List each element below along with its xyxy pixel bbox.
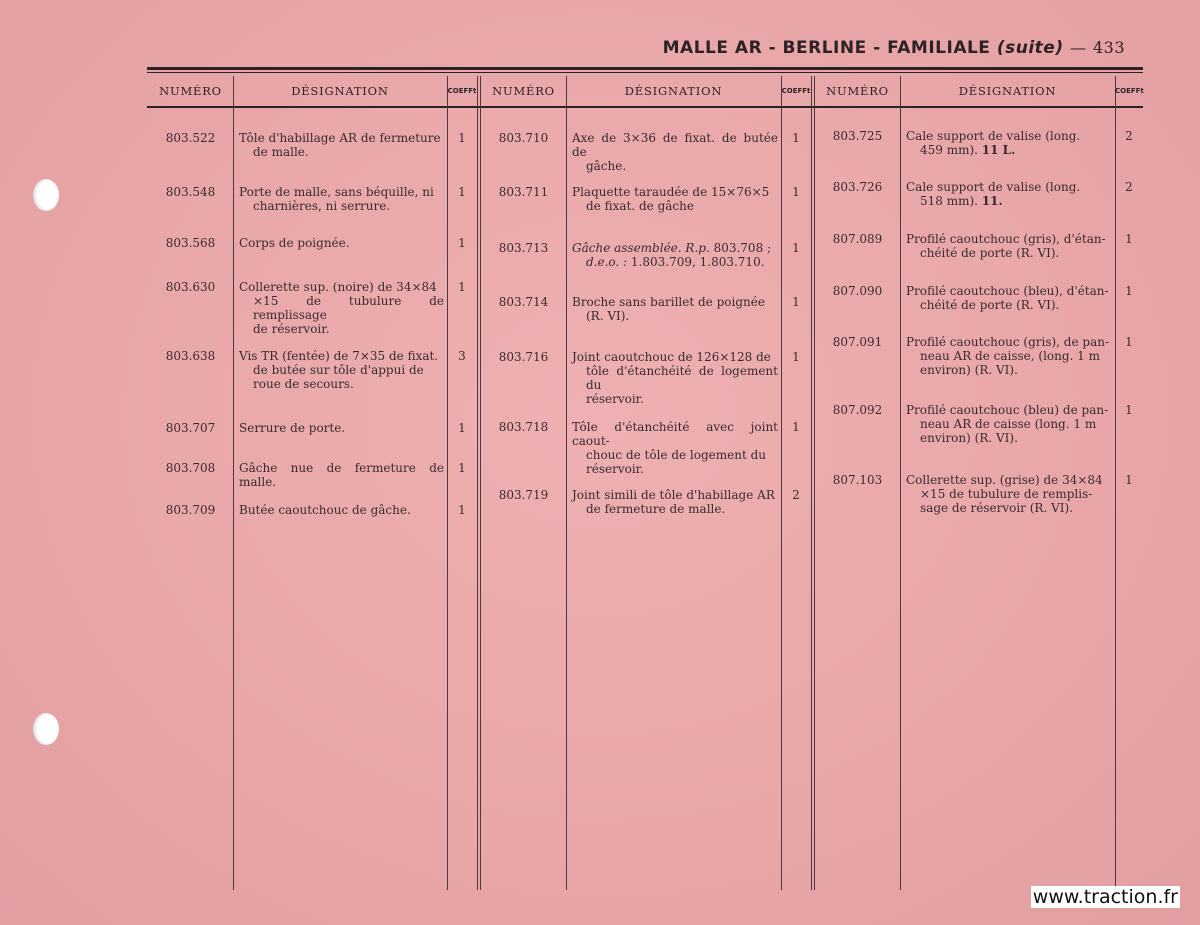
designation-line: chouc de tôle de logement du bbox=[586, 448, 767, 462]
designation-line: Plaquette taraudée de 15×76×5 bbox=[572, 185, 770, 199]
designation-line: 518 mm). 11. bbox=[920, 194, 1003, 208]
part-designation bbox=[572, 131, 778, 173]
group-divider bbox=[477, 76, 478, 890]
part-quantity: 1 bbox=[458, 421, 466, 435]
header-coeff: COEFFt bbox=[1115, 87, 1144, 95]
part-number: 803.726 bbox=[832, 180, 883, 194]
part-designation bbox=[239, 421, 444, 435]
part-number: 803.714 bbox=[498, 295, 549, 309]
part-quantity: 1 bbox=[458, 461, 466, 475]
header-designation: DÉSIGNATION bbox=[624, 84, 723, 98]
part-designation bbox=[239, 236, 444, 250]
part-designation bbox=[572, 241, 778, 269]
designation-line: de fermeture de malle. bbox=[586, 502, 726, 516]
designation-line: Corps de poignée. bbox=[239, 236, 350, 250]
part-designation bbox=[239, 503, 444, 517]
part-designation bbox=[906, 232, 1112, 260]
part-quantity: 1 bbox=[792, 131, 800, 145]
part-quantity: 1 bbox=[1125, 403, 1133, 417]
designation-line: Serrure de porte. bbox=[239, 421, 346, 435]
part-quantity: 1 bbox=[458, 503, 466, 517]
designation-line: Gâche assemblée. R.p. 803.708 ; bbox=[572, 241, 772, 255]
header-rule-top-thin bbox=[147, 72, 1143, 73]
designation-line: Tôle d'habillage AR de fermeture bbox=[239, 131, 441, 145]
part-quantity: 1 bbox=[792, 185, 800, 199]
header-numero: NUMÉRO bbox=[159, 84, 222, 98]
part-designation bbox=[572, 420, 778, 476]
designation-line: neau AR de caisse, (long. 1 m bbox=[920, 349, 1101, 363]
part-quantity: 2 bbox=[1125, 129, 1133, 143]
part-number: 803.568 bbox=[165, 236, 216, 250]
part-quantity: 1 bbox=[458, 236, 466, 250]
designation-line: Porte de malle, sans béquille, ni bbox=[239, 185, 434, 199]
designation-line: d.e.o. : 1.803.709, 1.803.710. bbox=[586, 255, 765, 269]
designation-line: Profilé caoutchouc (gris), de pan- bbox=[906, 335, 1110, 349]
page-title-dash: — bbox=[1070, 38, 1087, 57]
part-number: 803.725 bbox=[832, 129, 883, 143]
part-quantity: 1 bbox=[792, 350, 800, 364]
designation-line: neau AR de caisse (long. 1 m bbox=[920, 417, 1097, 431]
part-number: 803.707 bbox=[165, 421, 216, 435]
part-number: 803.716 bbox=[498, 350, 549, 364]
part-designation bbox=[906, 335, 1112, 377]
part-number: 807.091 bbox=[832, 335, 883, 349]
column-divider bbox=[900, 76, 901, 890]
binder-hole-top bbox=[33, 179, 59, 211]
designation-line: ×15 de tubulure de remplissage bbox=[253, 294, 444, 322]
part-number: 807.092 bbox=[832, 403, 883, 417]
part-designation bbox=[239, 349, 444, 391]
designation-line: roue de secours. bbox=[253, 377, 354, 391]
part-designation bbox=[906, 180, 1112, 208]
part-designation bbox=[906, 403, 1112, 445]
part-number: 803.548 bbox=[165, 185, 216, 199]
designation-line: de réservoir. bbox=[253, 322, 330, 336]
part-quantity: 1 bbox=[792, 295, 800, 309]
designation-line: réservoir. bbox=[586, 392, 644, 406]
part-designation bbox=[239, 185, 444, 213]
header-designation: DÉSIGNATION bbox=[958, 84, 1057, 98]
part-quantity: 2 bbox=[1125, 180, 1133, 194]
part-quantity: 1 bbox=[1125, 473, 1133, 487]
column-divider bbox=[233, 76, 234, 890]
part-designation bbox=[572, 185, 778, 213]
designation-line: environ) (R. VI). bbox=[920, 431, 1018, 445]
part-designation bbox=[906, 473, 1112, 515]
designation-line: Cale support de valise (long. bbox=[906, 180, 1081, 194]
group-divider bbox=[811, 76, 812, 890]
designation-line: environ) (R. VI). bbox=[920, 363, 1018, 377]
part-designation bbox=[906, 284, 1112, 312]
part-quantity: 1 bbox=[1125, 335, 1133, 349]
designation-line: de malle. bbox=[253, 145, 309, 159]
part-number: 807.090 bbox=[832, 284, 883, 298]
part-number: 803.708 bbox=[165, 461, 216, 475]
header-numero: NUMÉRO bbox=[492, 84, 555, 98]
part-quantity: 1 bbox=[458, 131, 466, 145]
designation-line: réservoir. bbox=[586, 462, 644, 476]
designation-line: Profilé caoutchouc (gris), d'étan- bbox=[906, 232, 1106, 246]
part-quantity: 1 bbox=[1125, 232, 1133, 246]
designation-line: Tôle d'étanchéité avec joint caout- bbox=[572, 420, 778, 448]
part-number: 807.089 bbox=[832, 232, 883, 246]
designation-line: Collerette sup. (noire) de 34×84 bbox=[239, 280, 437, 294]
designation-line: gâche. bbox=[586, 159, 627, 173]
part-quantity: 1 bbox=[792, 420, 800, 434]
header-designation: DÉSIGNATION bbox=[291, 84, 389, 98]
designation-line: Axe de 3×36 de fixat. de butée de bbox=[572, 131, 778, 159]
part-designation bbox=[239, 280, 444, 336]
designation-line: charnières, ni serrure. bbox=[253, 199, 391, 213]
designation-line: Gâche nue de fermeture de malle. bbox=[239, 461, 444, 489]
page-title: MALLE AR - BERLINE - FAMILIALE bbox=[662, 38, 991, 58]
column-divider bbox=[566, 76, 567, 890]
designation-line: de butée sur tôle d'appui de bbox=[253, 363, 424, 377]
part-quantity: 2 bbox=[792, 488, 800, 502]
header-rule-top bbox=[147, 67, 1143, 70]
part-number: 803.630 bbox=[165, 280, 216, 294]
part-number: 803.710 bbox=[498, 131, 549, 145]
designation-line: Butée caoutchouc de gâche. bbox=[239, 503, 411, 517]
designation-line: chéité de porte (R. VI). bbox=[920, 246, 1060, 260]
part-number: 803.709 bbox=[165, 503, 216, 517]
header-numero: NUMÉRO bbox=[826, 84, 889, 98]
part-number: 807.103 bbox=[832, 473, 883, 487]
part-quantity: 1 bbox=[458, 185, 466, 199]
designation-line: Profilé caoutchouc (bleu) de pan- bbox=[906, 403, 1109, 417]
designation-line: sage de réservoir (R. VI). bbox=[920, 501, 1073, 515]
page-title-suite: (suite) bbox=[996, 38, 1064, 58]
part-designation bbox=[572, 350, 778, 406]
designation-line: Vis TR (fentée) de 7×35 de fixat. bbox=[239, 349, 439, 363]
part-designation bbox=[572, 488, 778, 516]
designation-line: Collerette sup. (grise) de 34×84 bbox=[906, 473, 1103, 487]
watermark: www.traction.fr bbox=[1032, 886, 1178, 908]
designation-line: (R. VI). bbox=[586, 309, 630, 323]
header-coeff: COEFFt bbox=[781, 87, 811, 95]
designation-line: ×15 de tubulure de remplis- bbox=[920, 487, 1093, 501]
part-number: 803.718 bbox=[498, 420, 549, 434]
binder-hole-bottom bbox=[33, 713, 59, 745]
part-quantity: 3 bbox=[458, 349, 466, 363]
part-designation bbox=[572, 295, 778, 323]
designation-line: Profilé caoutchouc (bleu), d'étan- bbox=[906, 284, 1109, 298]
designation-line: 459 mm). 11 L. bbox=[920, 143, 1016, 157]
header-coeff: COEFFt bbox=[447, 87, 477, 95]
part-number: 803.713 bbox=[498, 241, 549, 255]
designation-line: chéité de porte (R. VI). bbox=[920, 298, 1060, 312]
part-number: 803.711 bbox=[498, 185, 549, 199]
part-quantity: 1 bbox=[792, 241, 800, 255]
designation-line: tôle d'étanchéité de logement du bbox=[586, 364, 778, 392]
part-designation bbox=[239, 461, 444, 489]
part-number: 803.719 bbox=[498, 488, 549, 502]
header-rule-bottom bbox=[147, 106, 1143, 108]
part-designation bbox=[239, 131, 444, 159]
designation-line: Cale support de valise (long. bbox=[906, 129, 1081, 143]
page-number: 433 bbox=[1092, 38, 1125, 57]
part-quantity: 1 bbox=[1125, 284, 1133, 298]
designation-line: Joint simili de tôle d'habillage AR bbox=[572, 488, 775, 502]
part-number: 803.638 bbox=[165, 349, 216, 363]
page-header bbox=[663, 38, 1125, 58]
designation-line: de fixat. de gâche bbox=[586, 199, 694, 213]
part-designation bbox=[906, 129, 1112, 157]
part-number: 803.522 bbox=[165, 131, 216, 145]
designation-line: Broche sans barillet de poignée bbox=[572, 295, 765, 309]
designation-line: Joint caoutchouc de 126×128 de bbox=[572, 350, 771, 364]
part-quantity: 1 bbox=[458, 280, 466, 294]
